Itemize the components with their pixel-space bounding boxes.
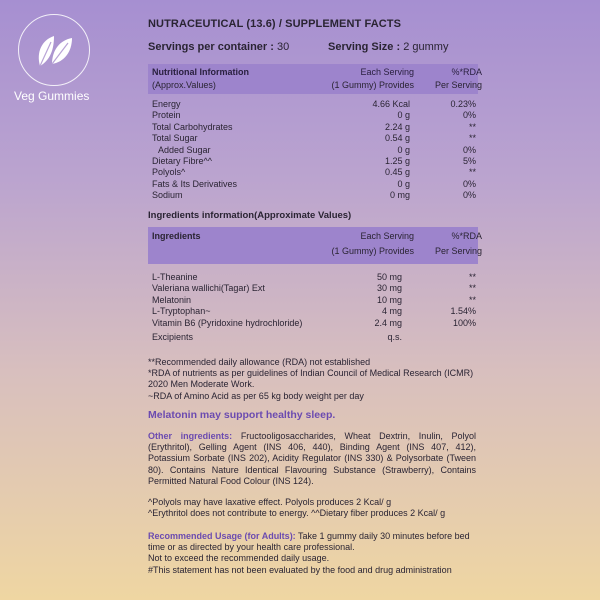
header-each-serving: Each Serving — [360, 230, 414, 241]
table-row: Melatonin 10 mg ** — [152, 294, 476, 305]
serving-size-value: 2 gummy — [403, 41, 449, 53]
table-row: Polyols^ 0.45 g ** — [152, 167, 476, 178]
nutrition-table-subheader — [148, 80, 482, 94]
other-ingredients-text: Fructooligosaccharides, Wheat Dextrin, Inulin, Polyol (Erythritol), Gelling Agent (INS 406, 440), Binding Agent (INS 407, 412), Potassium Sorbate (INS 202), Acidity Regulator (INS 330) & Polysorbate (Tween 80). Contains Nature Identical Flavouring Substance (Strawberry), Contains Permitted Natural Food Colour (INS 124). — [148, 431, 476, 486]
footnote-amino-acid: ~RDA of Amino Acid as per 65 kg body weight per day — [148, 390, 364, 401]
table-row: L-Tryptophan~ 4 mg 1.54% — [152, 306, 476, 317]
table-row: Total Carbohydrates 2.24 g ** — [152, 121, 476, 132]
polyol-note: ^Polyols may have laxative effect. Polyols produces 2 Kcal/ g — [148, 497, 392, 507]
usage-text: Take 1 gummy daily 30 minutes before bed time or as directed by your health care professional. — [148, 531, 470, 553]
subheader-per-serving: Per Serving — [434, 245, 482, 256]
subheader-per-serving: Per Serving — [434, 80, 482, 90]
ingredients-table-header — [148, 227, 482, 264]
footnote-rda-not-established: **Recommended daily allowance (RDA) not established — [148, 357, 371, 367]
nutrition-table-body — [148, 94, 478, 202]
subheader-provides: (1 Gummy) Provides — [331, 80, 414, 90]
polyol-notes — [148, 497, 476, 519]
servings-value: 30 — [277, 41, 290, 53]
header-rda: %*RDA — [451, 230, 482, 241]
ingredients-table-body — [148, 264, 478, 344]
other-ingredients-label: Other ingredients: — [148, 431, 233, 441]
usage-label: Recommended Usage (for Adults): — [148, 531, 296, 541]
ingredients-info-title: Ingredients information(Approximate Values) — [148, 209, 352, 221]
other-ingredients — [148, 431, 476, 487]
usage-limit: Not to exceed the recommended daily usage. — [148, 553, 330, 564]
header-ingredients: Ingredients — [152, 230, 201, 241]
table-row: Dietary Fibre^^ 1.25 g 5% — [152, 156, 476, 167]
serving-size-label: Serving Size : — [328, 41, 401, 53]
leaves-icon — [32, 30, 76, 70]
header-rda: %*RDA — [451, 67, 482, 77]
facts-title: NUTRACEUTICAL (13.6) / SUPPLEMENT FACTS — [148, 18, 402, 30]
table-row: Excipients q.s. — [152, 331, 402, 342]
subheader-approx-values: (Approx.Values) — [152, 80, 216, 90]
table-row: Vitamin B6 (Pyridoxine hydrochloride) 2.4 mg 100% — [152, 318, 476, 329]
recommended-usage — [148, 531, 476, 576]
table-row: Fats & Its Derivatives 0 g 0% — [152, 178, 476, 189]
supplement-facts-panel — [148, 18, 482, 343]
header-nutritional-information: Nutritional Information — [152, 67, 249, 77]
erythritol-note: ^Erythritol does not contribute to energy. ^^Dietary fiber produces 2 Kcal/ g — [148, 508, 446, 519]
health-claim: Melatonin may support healthy sleep. — [148, 409, 336, 421]
header-each-serving: Each Serving — [360, 67, 414, 77]
subheader-provides: (1 Gummy) Provides — [331, 245, 414, 256]
fda-disclaimer: #This statement has not been evaluated by the food and drug administration — [148, 564, 452, 575]
table-row: Protein 0 g 0% — [152, 110, 476, 121]
table-row: Valeriana wallichi(Tagar) Ext 30 mg ** — [152, 283, 476, 294]
table-row: Added Sugar 0 g 0% — [158, 144, 476, 155]
veg-gummies-label: Veg Gummies — [14, 89, 90, 103]
table-row: Sodium 0 mg 0% — [152, 190, 476, 201]
nutrition-table-header — [148, 64, 482, 80]
table-row: Energy 4.66 Kcal 0.23% — [152, 99, 476, 109]
table-row: Total Sugar 0.54 g ** — [152, 133, 476, 144]
footnote-icmr: *RDA of nutrients as per guidelines of Indian Council of Medical Research (ICMR) 2020 Men Moderate Work. — [148, 368, 474, 390]
servings-label: Servings per container : — [148, 41, 274, 53]
servings-row — [148, 36, 478, 58]
table-row: L-Theanine 50 mg ** — [152, 271, 476, 282]
footnotes — [148, 357, 478, 402]
veg-badge — [18, 14, 90, 86]
